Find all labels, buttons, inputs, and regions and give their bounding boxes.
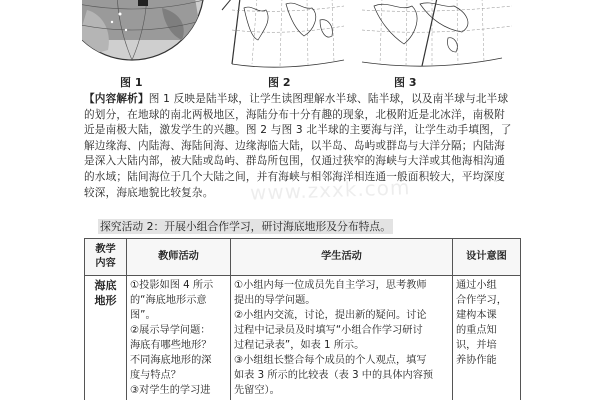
map-figures <box>82 0 512 72</box>
intent-line: 的重点知 <box>456 325 497 336</box>
analysis-line: 近是南极大陆，激发学生的兴趣。图 2 与图 3 北半球的主要海与洋，让学生动手填图，了 <box>84 124 512 137</box>
cell-student-activity <box>231 276 453 400</box>
teacher-line: 的“海底地形示意 <box>130 295 207 306</box>
teacher-line: ①投影如图 4 所示 <box>130 280 214 291</box>
table-header-row <box>85 239 521 276</box>
teacher-line: 度与特点？ <box>130 370 181 381</box>
student-line: 先留空）。 <box>234 385 280 396</box>
analysis-line: 是深入大陆内部，被大陆或岛屿、群岛所包围，仅通过狭窄的海峡与大洋或其他海相沟通 <box>84 155 505 168</box>
intent-line: 通过小组 <box>456 280 497 291</box>
activity-heading-text: 探究活动 2：开展小组合作学习，研讨海底地形及分布特点。 <box>100 220 392 233</box>
student-line: 过程中记录员及时填写“小组合作学习研讨 <box>234 325 423 336</box>
teacher-line: 不同海底地形的深 <box>130 355 212 366</box>
header-student-activity: 学生活动 <box>231 239 453 276</box>
analysis-line: 的水域；陆间海位于几个大陆之间，并有海峡与相邻海洋相连通一般面积较大，平均深度 <box>84 170 505 183</box>
header-topic-line: 内容 <box>95 258 116 269</box>
student-line: 如表 3 所示的比较表（表 3 中的具体内容预 <box>234 370 434 381</box>
student-line: ②小组内交流，讨论，提出新的疑问。讨论 <box>234 310 427 321</box>
header-teacher-activity: 教师活动 <box>127 239 231 276</box>
header-topic-line: 教学 <box>95 244 116 255</box>
analysis-line: 解边缘海、内陆海、海陆间海、边缘海临大陆，以半岛、岛屿或群岛与大洋分隔；内陆海 <box>84 139 505 152</box>
header-design-intent: 设计意图 <box>453 239 521 276</box>
watermark: www.zxxk.com <box>249 175 411 205</box>
student-line: ③小组组长整合每个成员的个人观点，填写 <box>234 355 427 366</box>
analysis-line <box>84 92 516 108</box>
intent-line: 养协作能 <box>456 355 497 366</box>
table-row <box>85 276 521 400</box>
cell-design-intent <box>453 276 521 400</box>
teacher-line: 图”。 <box>130 310 156 321</box>
student-line: 提出的导学问题。 <box>234 295 316 306</box>
cell-topic <box>85 276 127 400</box>
analysis-line: 较深，海底地貌比较复杂。 <box>84 186 214 199</box>
cell-teacher-activity <box>127 276 231 400</box>
teacher-line: ②展示导学问题： <box>130 325 211 336</box>
figure-3-caption: 图 3 <box>394 76 417 89</box>
teacher-line: 海底有哪些地形？ <box>130 340 212 351</box>
lesson-plan-table <box>84 238 521 400</box>
student-line: ①小组内每一位成员先自主学习，思考教师 <box>234 280 427 291</box>
analysis-heading: 【内容解析】 <box>84 93 149 105</box>
figure-2-map <box>222 0 344 67</box>
analysis-line-text: 图 1 反映是陆半球，让学生读图理解水半球、陆半球，以及南半球与北半球 <box>148 93 509 105</box>
intent-line: 识，并培 <box>456 340 497 351</box>
teacher-line: ③对学生的学习进 <box>130 385 211 396</box>
student-line: 过程记录表”，如表 1 所示。 <box>234 340 365 351</box>
figure-3-map <box>362 0 512 66</box>
intent-line: 建构本课 <box>456 310 497 321</box>
intent-line: 合作学习， <box>456 295 507 306</box>
analysis-line: 的划分，在地球的南北两极地区，海陆分布十分有趣的现象，北极附近是北冰洋，南极附 <box>84 108 505 121</box>
topic-line: 海底 <box>94 279 117 292</box>
activity-heading <box>98 219 498 234</box>
header-teaching-content <box>85 239 127 276</box>
topic-line: 地形 <box>94 294 117 307</box>
figure-2-caption: 图 2 <box>268 76 291 89</box>
figure-1-globe <box>82 0 204 60</box>
figure-1-caption: 图 1 <box>120 76 143 89</box>
